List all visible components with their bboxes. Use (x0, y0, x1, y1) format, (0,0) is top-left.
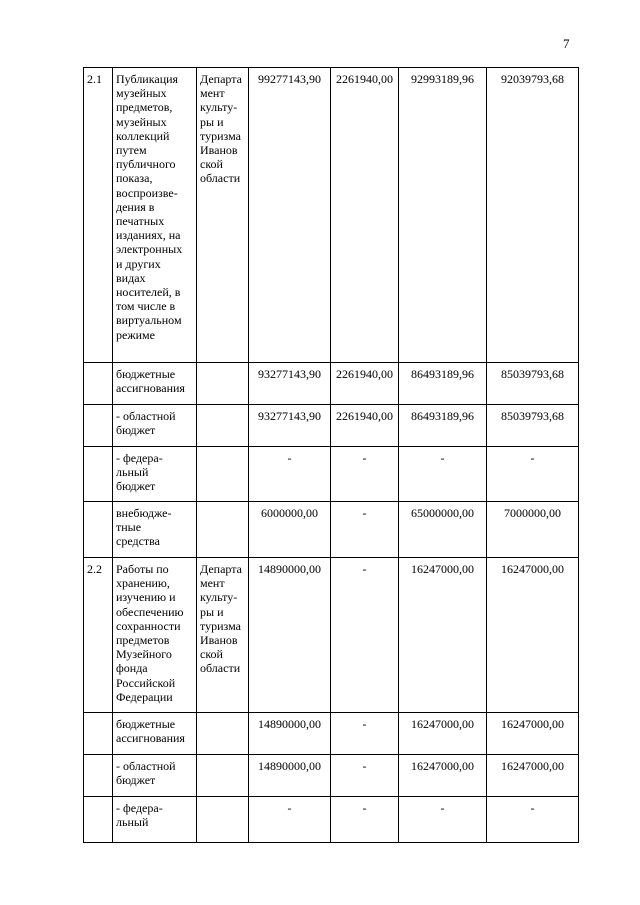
budget-table (83, 67, 579, 843)
table-row (84, 405, 579, 447)
executor-cell (197, 558, 249, 713)
row-number-cell (84, 713, 113, 755)
value-cell-1: 14890000,00 (249, 755, 331, 797)
executor-cell (197, 447, 249, 502)
value-cell-3: - (399, 447, 487, 502)
value-cell-1: 99277143,90 (249, 68, 331, 363)
executor-cell (197, 405, 249, 447)
table-row (84, 558, 579, 713)
row-number-cell (84, 502, 113, 558)
item-name-text: - областной бюджет (116, 759, 176, 788)
value-cell-3: 86493189,96 (399, 363, 487, 405)
value-cell-2: - (331, 797, 399, 843)
item-name-text: Работы по хранению, изучению и обеспечению сохранности предметов Музейного фонда Российской Федерации (116, 562, 184, 704)
executor-cell (197, 363, 249, 405)
value-cell-4: 85039793,68 (487, 363, 579, 405)
value-cell-2: - (331, 713, 399, 755)
executor-text: Департа мент культу- ры и туризма Иванов ской области (200, 562, 242, 676)
executor-cell (197, 797, 249, 843)
value-cell-2: - (331, 502, 399, 558)
item-name-text: внебюдже- тные средства (116, 506, 172, 549)
row-number-cell (84, 405, 113, 447)
item-name-text: Публикация музейных предметов, музейных коллекций путем публичного показа, воспроизве- дения в печатных изданиях, на электронных и других видах носителей, в том числе в виртуальном режиме (116, 72, 183, 342)
value-cell-2: 2261940,00 (331, 68, 399, 363)
value-cell-4: 85039793,68 (487, 405, 579, 447)
value-cell-3: 16247000,00 (399, 558, 487, 713)
table-row (84, 68, 579, 363)
table-row (84, 755, 579, 797)
item-name-text: - федера- льный (116, 801, 163, 830)
item-name-text: - областной бюджет (116, 409, 176, 438)
table-row (84, 447, 579, 502)
value-cell-1: 93277143,90 (249, 405, 331, 447)
value-cell-1: - (249, 447, 331, 502)
executor-cell (197, 755, 249, 797)
row-number-cell (84, 363, 113, 405)
value-cell-4: 92039793,68 (487, 68, 579, 363)
value-cell-1: 6000000,00 (249, 502, 331, 558)
item-name-cell (113, 713, 197, 755)
executor-text: Департа мент культу- ры и туризма Иванов ской области (200, 72, 242, 186)
table-row (84, 363, 579, 405)
executor-cell (197, 68, 249, 363)
value-cell-1: - (249, 797, 331, 843)
value-cell-1: 14890000,00 (249, 558, 331, 713)
value-cell-2: 2261940,00 (331, 405, 399, 447)
value-cell-4: 16247000,00 (487, 755, 579, 797)
page-number: 7 (563, 36, 570, 51)
item-name-cell (113, 405, 197, 447)
item-name-cell (113, 502, 197, 558)
value-cell-3: 65000000,00 (399, 502, 487, 558)
value-cell-4: - (487, 797, 579, 843)
item-name-cell (113, 363, 197, 405)
executor-cell (197, 713, 249, 755)
value-cell-3: 92993189,96 (399, 68, 487, 363)
executor-cell (197, 502, 249, 558)
value-cell-2: - (331, 558, 399, 713)
table-row (84, 713, 579, 755)
value-cell-3: 16247000,00 (399, 755, 487, 797)
row-number-cell: 2.1 (84, 68, 113, 363)
value-cell-3: 16247000,00 (399, 713, 487, 755)
table-row (84, 797, 579, 843)
item-name-text: - федера- льный бюджет (116, 451, 163, 494)
row-number-cell (84, 447, 113, 502)
value-cell-4: 7000000,00 (487, 502, 579, 558)
table-row (84, 502, 579, 558)
item-name-text: бюджетные ассигнования (116, 717, 185, 746)
item-name-text: бюджетные ассигнования (116, 367, 185, 396)
value-cell-3: 86493189,96 (399, 405, 487, 447)
value-cell-4: 16247000,00 (487, 558, 579, 713)
item-name-cell (113, 68, 197, 363)
value-cell-2: - (331, 447, 399, 502)
item-name-cell (113, 797, 197, 843)
value-cell-2: 2261940,00 (331, 363, 399, 405)
value-cell-3: - (399, 797, 487, 843)
row-number-cell (84, 797, 113, 843)
item-name-cell (113, 755, 197, 797)
value-cell-4: - (487, 447, 579, 502)
value-cell-2: - (331, 755, 399, 797)
value-cell-1: 14890000,00 (249, 713, 331, 755)
item-name-cell (113, 447, 197, 502)
value-cell-4: 16247000,00 (487, 713, 579, 755)
row-number-cell: 2.2 (84, 558, 113, 713)
item-name-cell (113, 558, 197, 713)
value-cell-1: 93277143,90 (249, 363, 331, 405)
row-number-cell (84, 755, 113, 797)
